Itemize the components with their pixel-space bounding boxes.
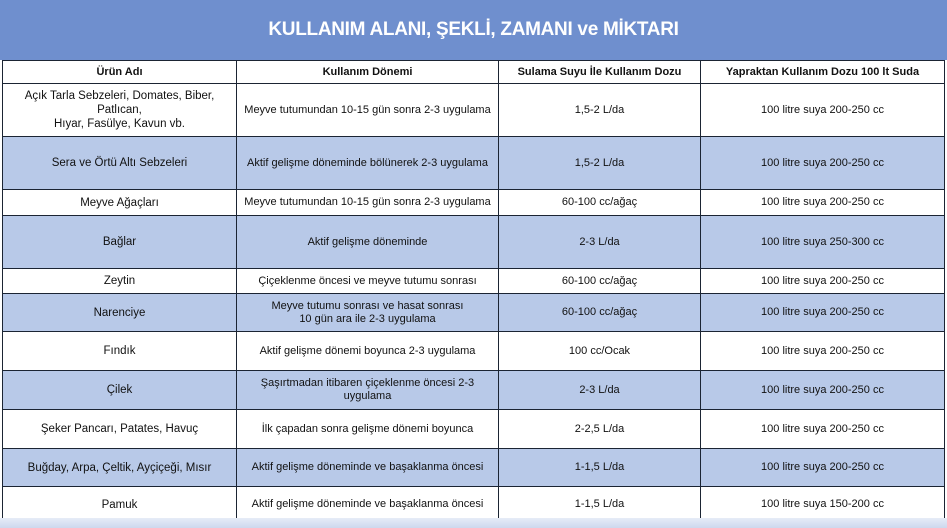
usage-table bbox=[2, 60, 945, 523]
header-foliar-dose: Yapraktan Kullanım Dozu 100 lt Suda bbox=[701, 61, 945, 84]
page-bottom-edge bbox=[0, 518, 947, 528]
product-cell: Pamuk bbox=[3, 487, 237, 523]
product-cell: Fındık bbox=[3, 332, 237, 371]
foliar-cell: 100 litre suya 200-250 cc bbox=[701, 449, 945, 487]
page-title: KULLANIM ALANI, ŞEKLİ, ZAMANI ve MİKTARI bbox=[268, 19, 679, 40]
product-cell: Sera ve Örtü Altı Sebzeleri bbox=[3, 137, 237, 190]
irrigation-cell: 1-1,5 L/da bbox=[499, 449, 701, 487]
product-cell: Çilek bbox=[3, 371, 237, 410]
foliar-cell: 100 litre suya 200-250 cc bbox=[701, 84, 945, 137]
foliar-cell: 100 litre suya 200-250 cc bbox=[701, 332, 945, 371]
irrigation-cell: 1,5-2 L/da bbox=[499, 84, 701, 137]
product-cell: Meyve Ağaçları bbox=[3, 190, 237, 216]
irrigation-cell: 2-2,5 L/da bbox=[499, 410, 701, 449]
foliar-cell: 100 litre suya 200-250 cc bbox=[701, 371, 945, 410]
product-cell: Şeker Pancarı, Patates, Havuç bbox=[3, 410, 237, 449]
title-banner bbox=[0, 0, 947, 60]
irrigation-cell: 2-3 L/da bbox=[499, 216, 701, 269]
period-cell: Aktif gelişme dönemi boyunca 2-3 uygulama bbox=[237, 332, 499, 371]
irrigation-cell: 1,5-2 L/da bbox=[499, 137, 701, 190]
irrigation-cell: 100 cc/Ocak bbox=[499, 332, 701, 371]
product-cell: Narenciye bbox=[3, 294, 237, 332]
table-row bbox=[3, 84, 945, 137]
table-header-row bbox=[3, 61, 945, 84]
foliar-cell: 100 litre suya 200-250 cc bbox=[701, 294, 945, 332]
period-cell: Şaşırtmadan itibaren çiçeklenme öncesi 2-3 uygulama bbox=[237, 371, 499, 410]
period-cell: Meyve tutumundan 10-15 gün sonra 2-3 uygulama bbox=[237, 190, 499, 216]
irrigation-cell: 2-3 L/da bbox=[499, 371, 701, 410]
period-cell: Aktif gelişme döneminde ve başaklanma öncesi bbox=[237, 487, 499, 523]
table-row bbox=[3, 449, 945, 487]
period-cell: Meyve tutumundan 10-15 gün sonra 2-3 uygulama bbox=[237, 84, 499, 137]
table-row bbox=[3, 294, 945, 332]
product-cell: Buğday, Arpa, Çeltik, Ayçiçeği, Mısır bbox=[3, 449, 237, 487]
table-row bbox=[3, 190, 945, 216]
product-cell: Zeytin bbox=[3, 269, 237, 294]
table-row bbox=[3, 216, 945, 269]
irrigation-cell: 60-100 cc/ağaç bbox=[499, 294, 701, 332]
foliar-cell: 100 litre suya 150-200 cc bbox=[701, 487, 945, 523]
table-row bbox=[3, 371, 945, 410]
table-row bbox=[3, 269, 945, 294]
table-row bbox=[3, 410, 945, 449]
header-period: Kullanım Dönemi bbox=[237, 61, 499, 84]
foliar-cell: 100 litre suya 250-300 cc bbox=[701, 216, 945, 269]
irrigation-cell: 60-100 cc/ağaç bbox=[499, 269, 701, 294]
period-cell: Çiçeklenme öncesi ve meyve tutumu sonrası bbox=[237, 269, 499, 294]
irrigation-cell: 1-1,5 L/da bbox=[499, 487, 701, 523]
period-cell: Aktif gelişme döneminde bbox=[237, 216, 499, 269]
foliar-cell: 100 litre suya 200-250 cc bbox=[701, 410, 945, 449]
period-cell: İlk çapadan sonra gelişme dönemi boyunca bbox=[237, 410, 499, 449]
irrigation-cell: 60-100 cc/ağaç bbox=[499, 190, 701, 216]
period-cell: Aktif gelişme döneminde ve başaklanma öncesi bbox=[237, 449, 499, 487]
foliar-cell: 100 litre suya 200-250 cc bbox=[701, 190, 945, 216]
header-irrigation-dose: Sulama Suyu İle Kullanım Dozu bbox=[499, 61, 701, 84]
period-cell: Meyve tutumu sonrası ve hasat sonrası 10 gün ara ile 2-3 uygulama bbox=[237, 294, 499, 332]
header-product: Ürün Adı bbox=[3, 61, 237, 84]
table-row bbox=[3, 137, 945, 190]
product-cell: Bağlar bbox=[3, 216, 237, 269]
foliar-cell: 100 litre suya 200-250 cc bbox=[701, 269, 945, 294]
product-cell: Açık Tarla Sebzeleri, Domates, Biber, Patlıcan, Hıyar, Fasülye, Kavun vb. bbox=[3, 84, 237, 137]
period-cell: Aktif gelişme döneminde bölünerek 2-3 uygulama bbox=[237, 137, 499, 190]
table-row bbox=[3, 332, 945, 371]
foliar-cell: 100 litre suya 200-250 cc bbox=[701, 137, 945, 190]
